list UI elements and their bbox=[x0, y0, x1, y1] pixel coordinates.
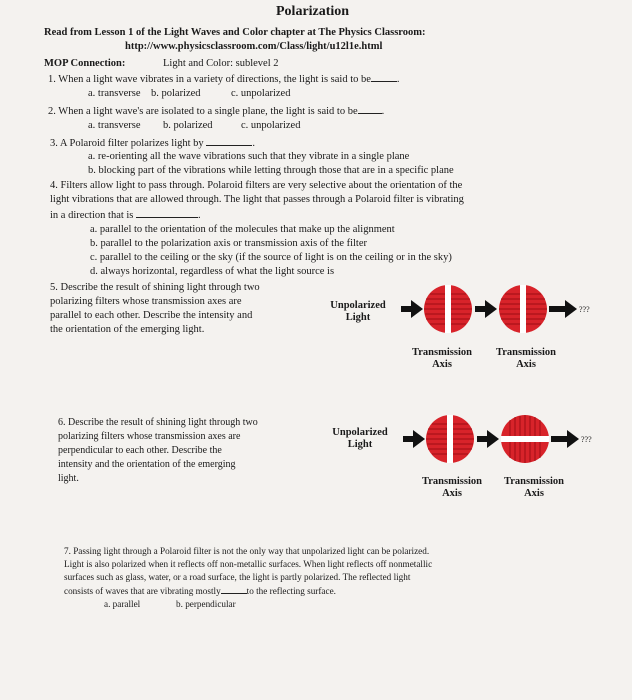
q6-axis-label-2 bbox=[492, 476, 576, 500]
mop-value: Light and Color: sublevel 2 bbox=[163, 58, 279, 69]
q5-axis1-line1: Transmission bbox=[412, 347, 472, 358]
q5-source-label bbox=[322, 300, 394, 324]
q6-filter-1-vertical bbox=[426, 415, 474, 463]
q5-axis2-line1: Transmission bbox=[496, 347, 556, 358]
q6-diagram bbox=[400, 412, 620, 482]
q5-axis1-line2: Axis bbox=[432, 359, 452, 370]
q4-option-b: b. parallel to the polarization axis or transmission axis of the filter bbox=[90, 238, 368, 249]
q4-option-a: a. parallel to the orientation of the molecules that make up the alignment bbox=[90, 224, 395, 235]
mop-label: MOP Connection: bbox=[44, 58, 126, 69]
q3-blank bbox=[206, 136, 252, 146]
q5-filter-2-vertical bbox=[499, 285, 547, 333]
q5-arrow-2 bbox=[475, 300, 497, 318]
q6-arrow-2 bbox=[477, 430, 499, 448]
q7-line4-start: consists of waves that are vibrating mostly bbox=[64, 586, 221, 596]
q6-line2: polarizing filters whose transmission axes are bbox=[58, 431, 241, 442]
q2-option-c: c. unpolarized bbox=[241, 120, 301, 131]
q5-source-line2: Light bbox=[345, 312, 371, 323]
q3-option-b: b. blocking part of the vibrations while letting through those that are in a specific plane bbox=[88, 165, 454, 176]
q6-line3: perpendicular to each other. Describe the bbox=[58, 445, 222, 456]
q6-axis2-line2: Axis bbox=[524, 488, 544, 499]
q6-source-line2: Light bbox=[347, 439, 373, 450]
q1-option-c: c. unpolarized bbox=[231, 88, 291, 99]
q6-axis2-line1: Transmission bbox=[504, 476, 564, 487]
q7-option-b: b. perpendicular bbox=[176, 599, 236, 609]
q7-blank bbox=[221, 585, 247, 594]
q7-line4-end: to the reflecting surface. bbox=[246, 586, 336, 596]
q4-option-d: d. always horizontal, regardless of what the light source is bbox=[90, 266, 335, 277]
q5-result: ??? bbox=[579, 305, 590, 314]
q5-source-line1: Unpolarized bbox=[330, 300, 386, 311]
q7-line2: Light is also polarized when it reflects off non-metallic surfaces. When light reflects off nonmetallic bbox=[64, 559, 433, 569]
q1-option-b: b. polarized bbox=[151, 88, 201, 99]
header-url[interactable]: http://www.physicsclassroom.com/Class/light/u12l1e.html bbox=[125, 41, 383, 52]
q6-axis-label-1 bbox=[410, 476, 494, 500]
q7-line3: surfaces such as glass, water, or a road surface, the light is partly polarized. The reflected light bbox=[64, 572, 411, 582]
q1-option-a: a. transverse bbox=[88, 88, 141, 99]
q6-source-label bbox=[324, 427, 396, 451]
q5-line3: parallel to each other. Describe the intensity and bbox=[50, 310, 253, 321]
q5-diagram bbox=[398, 282, 618, 352]
q6-source-line1: Unpolarized bbox=[332, 427, 388, 438]
q3-option-a: a. re-orienting all the wave vibrations such that they vibrate in a single plane bbox=[88, 151, 410, 162]
q6-axis1-line1: Transmission bbox=[422, 476, 482, 487]
q4-line3-text: in a direction that is bbox=[50, 210, 134, 221]
q1-stem: 1. When a light wave vibrates in a variety of directions, the light is said to be . bbox=[48, 74, 400, 85]
q2-option-a: a. transverse bbox=[88, 120, 141, 131]
header-reading: Read from Lesson 1 of the Light Waves and Color chapter at The Physics Classroom: bbox=[44, 27, 426, 38]
q7-line4 bbox=[64, 585, 336, 597]
q2-stem: 2. When a light wave's are isolated to a single plane, the light is said to be . bbox=[48, 106, 385, 117]
q6-arrow-3 bbox=[551, 430, 579, 448]
q3-text: 3. A Polaroid filter polarizes light by bbox=[50, 138, 204, 149]
q5-filter-1-vertical bbox=[424, 285, 472, 333]
q7-option-a: a. parallel bbox=[104, 599, 141, 609]
q4-line3: in a direction that is . bbox=[50, 210, 201, 221]
page-title: Polarization bbox=[276, 4, 350, 19]
q6-line5: light. bbox=[58, 473, 79, 484]
q2-text: 2. When a light wave's are isolated to a single plane, the light is said to be bbox=[48, 106, 358, 117]
q6-line4: intensity and the orientation of the emerging bbox=[58, 459, 236, 470]
q6-result: ??? bbox=[581, 435, 592, 444]
q6-filter-2-horizontal bbox=[501, 415, 549, 463]
q3-stem: 3. A Polaroid filter polarizes light by . bbox=[50, 138, 255, 149]
q2-option-b: b. polarized bbox=[163, 120, 213, 131]
q5-line4: the orientation of the emerging light. bbox=[50, 324, 205, 335]
q2-blank bbox=[358, 104, 382, 114]
q5-axis-label-2 bbox=[484, 347, 568, 371]
q5-axis-label-1 bbox=[400, 347, 484, 371]
q4-blank bbox=[136, 208, 198, 218]
q1-blank bbox=[371, 72, 397, 82]
q5-arrow-3 bbox=[549, 300, 577, 318]
q1-text: 1. When a light wave vibrates in a variety of directions, the light is said to be bbox=[48, 74, 371, 85]
q5-line2: polarizing filters whose transmission axes are bbox=[50, 296, 242, 307]
q4-line2: light vibrations that are allowed through. The light that passes through a Polaroid filter is vibrating bbox=[50, 194, 464, 205]
q7-line1: 7. Passing light through a Polaroid filter is not the only way that unpolarized light can be polarized. bbox=[64, 546, 430, 556]
q4-option-c: c. parallel to the ceiling or the sky (if the source of light is on the ceiling or in the sky) bbox=[90, 252, 452, 263]
q5-axis2-line2: Axis bbox=[516, 359, 536, 370]
q5-line1: 5. Describe the result of shining light through two bbox=[50, 282, 260, 293]
q5-arrow-1 bbox=[401, 300, 423, 318]
q6-axis1-line2: Axis bbox=[442, 488, 462, 499]
q6-arrow-1 bbox=[403, 430, 425, 448]
q6-line1: 6. Describe the result of shining light through two bbox=[58, 417, 258, 428]
q4-line1: 4. Filters allow light to pass through. Polaroid filters are very selective about the orientation of the bbox=[50, 180, 463, 191]
